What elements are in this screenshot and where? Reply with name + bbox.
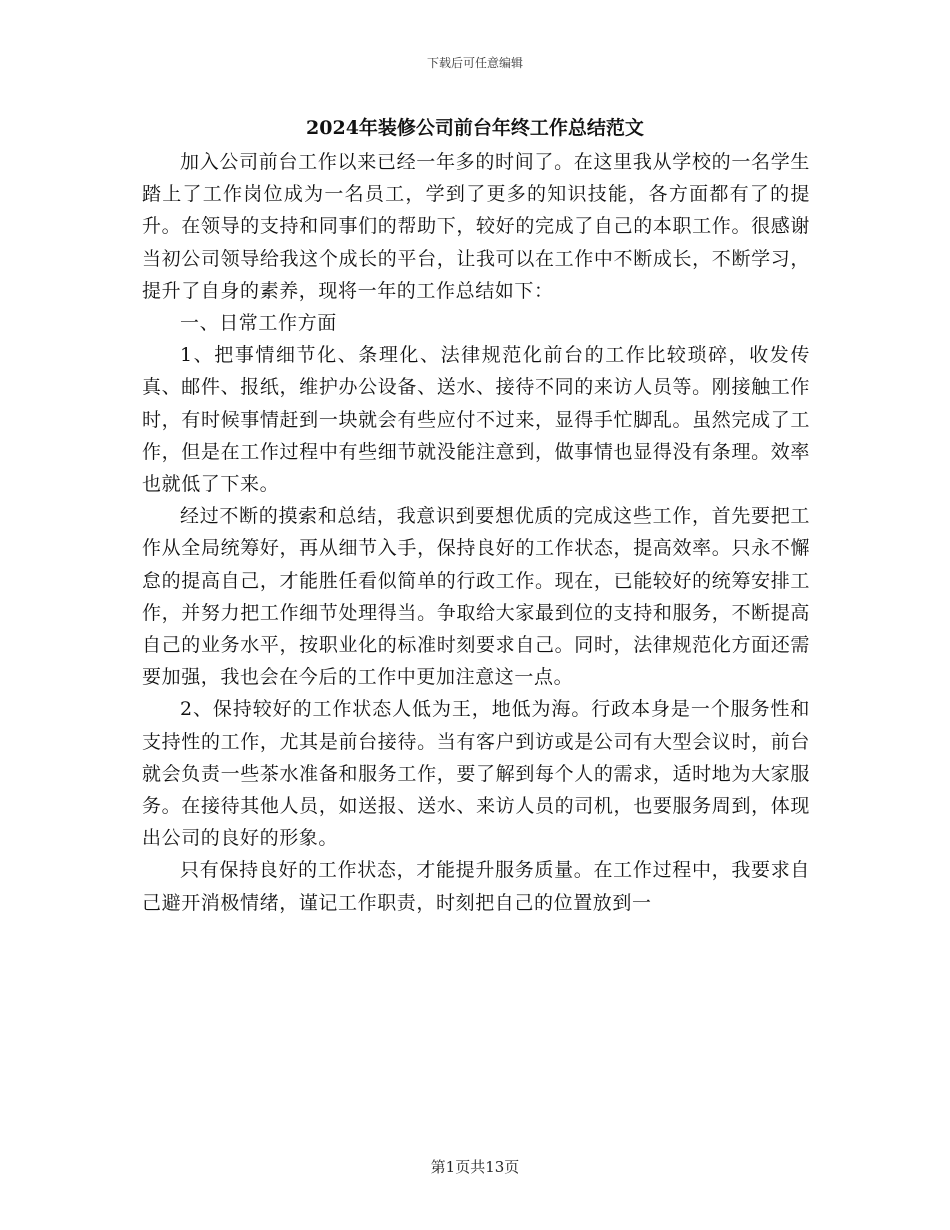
document-title: 2024年装修公司前台年终工作总结范文 — [306, 117, 644, 139]
paragraph-point-2: 2、保持较好的工作状态人低为王，地低为海。行政本身是一个服务性和支持性的工作，尤其是前台接待。当有客户到访或是公司有大型会议时，前台就会负责一些茶水准备和服务工作，要了解到每个人的需求，适时地为大家服务。在接待其他人员，如送报、送水、来访人员的司机，也要服务周到，体现出公司的良好的形象。 — [142, 698, 810, 850]
document-body — [142, 146, 810, 919]
paragraph-intro: 加入公司前台工作以来已经一年多的时间了。在这里我从学校的一名学生踏上了工作岗位成为一名员工，学到了更多的知识技能，各方面都有了的提升。在领导的支持和同事们的帮助下，较好的完成了自己的本职工作。很感谢当初公司领导给我这个成长的平台，让我可以在工作中不断成长，不断学习，提升了自身的素养，现将一年的工作总结如下： — [142, 151, 810, 302]
page-number: 第1页共13页 — [430, 1158, 520, 1176]
section-heading-daily-work: 一、日常工作方面 — [180, 312, 337, 335]
paragraph-point-1: 1、把事情细节化、条理化、法律规范化前台的工作比较琐碎，收发传真、邮件、报纸，维护办公设备、送水、接待不同的来访人员等。刚接触工作时，有时候事情赶到一块就会有些应付不过来，显得手忙脚乱。虽然完成了工作，但是在工作过程中有些细节就没能注意到，做事情也显得没有条理。效率也就低了下来。 — [142, 344, 810, 496]
paragraph-reflection: 经过不断的摸索和总结，我意识到要想优质的完成这些工作，首先要把工作从全局统筹好，再从细节入手，保持良好的工作状态，提高效率。只永不懈怠的提高自己，才能胜任看似简单的行政工作。现在，已能较好的统筹安排工作，并努力把工作细节处理得当。争取给大家最到位的支持和服务，不断提高自己的业务水平，按职业化的标准时刻要求自己。同时，法律规范化方面还需要加强，我也会在今后的工作中更加注意这一点。 — [142, 505, 810, 689]
header-note: 下载后可任意编辑 — [426, 56, 523, 70]
paragraph-work-state: 只有保持良好的工作状态，才能提升服务质量。在工作过程中，我要求自己避开消极情绪，谨记工作职责，时刻把自己的位置放到一 — [142, 859, 810, 914]
